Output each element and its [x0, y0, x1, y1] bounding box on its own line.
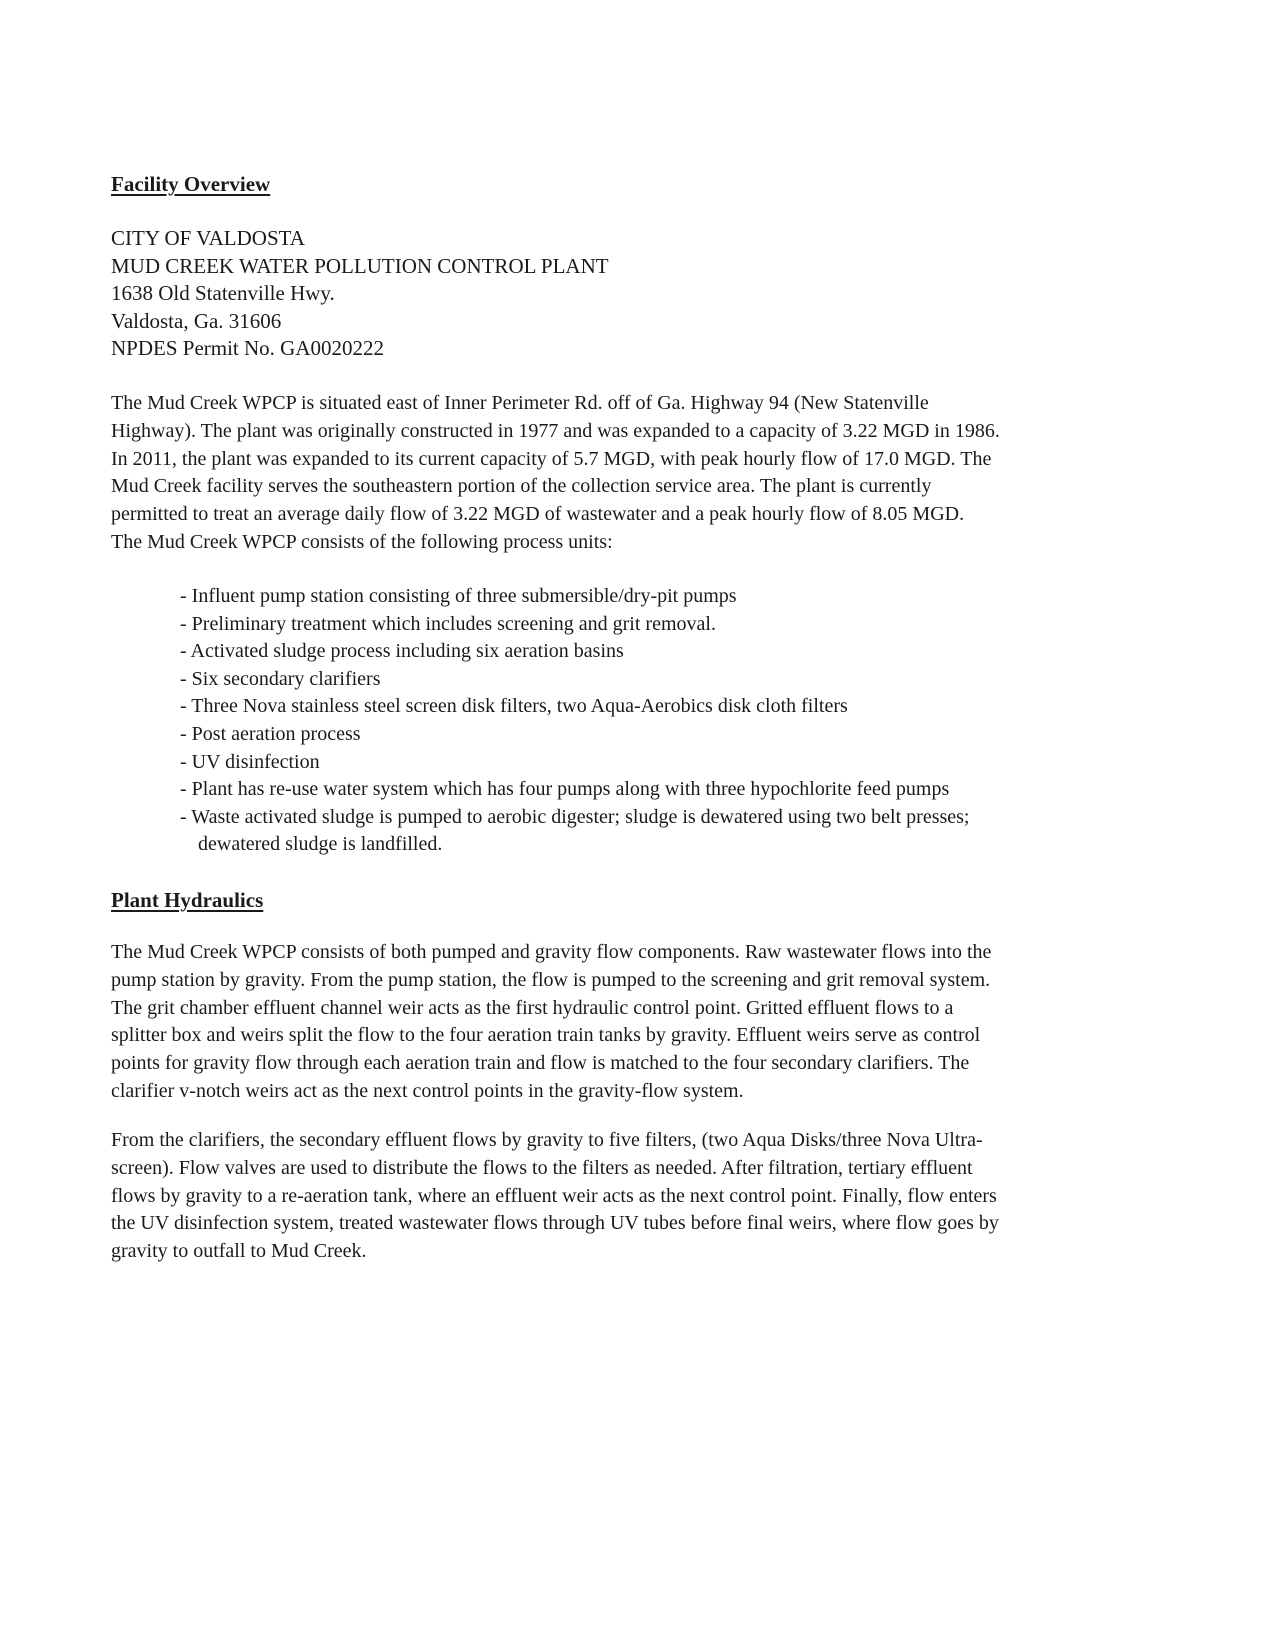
paragraph-line: The grit chamber effluent channel weir acts as the first hydraulic control point. Gritted effluent flows to a — [111, 996, 954, 1019]
paragraph-line: Highway). The plant was originally constructed in 1977 and was expanded to a capacity of 3.22 MGD in 1986. — [111, 419, 1000, 442]
paragraph-line: From the clarifiers, the secondary effluent flows by gravity to five filters, (two Aqua Disks/three Nova Ultra- — [111, 1129, 983, 1151]
list-item: - Post aeration process — [180, 722, 361, 745]
hydraulics-paragraph-2 — [111, 1127, 1161, 1266]
paragraph-line: The Mud Creek WPCP consists of the following process units: — [111, 530, 613, 553]
paragraph-line: Mud Creek facility serves the southeastern portion of the collection service area. The plant is currently — [111, 475, 932, 498]
address-line: 1638 Old Statenville Hwy. — [111, 281, 335, 305]
paragraph-line: clarifier v-notch weirs act as the next control points in the gravity-flow system. — [111, 1079, 744, 1102]
list-item: - Waste activated sludge is pumped to aerobic digester; sludge is dewatered using two belt presses; — [180, 805, 970, 828]
list-item-continuation: dewatered sludge is landfilled. — [198, 833, 443, 856]
paragraph-line: splitter box and weirs split the flow to the four aeration train tanks by gravity. Effluent weirs serve as control — [111, 1024, 981, 1047]
hydraulics-paragraph-1 — [111, 939, 1161, 1106]
list-item: - Plant has re-use water system which has four pumps along with three hypochlorite feed pumps — [180, 778, 950, 801]
paragraph-line: The Mud Creek WPCP consists of both pumped and gravity flow components. Raw wastewater flows into the — [111, 941, 992, 963]
paragraph-line: permitted to treat an average daily flow of 3.22 MGD of wastewater and a peak hourly flow of 8.05 MGD. — [111, 503, 965, 526]
paragraph-line: gravity to outfall to Mud Creek. — [111, 1240, 367, 1263]
paragraph-line: In 2011, the plant was expanded to its current capacity of 5.7 MGD, with peak hourly flow of 17.0 MGD. The — [111, 447, 992, 470]
list-item: - Three Nova stainless steel screen disk filters, two Aqua-Aerobics disk cloth filters — [180, 695, 848, 718]
address-line: Valdosta, Ga. 31606 — [111, 308, 282, 333]
list-item: - UV disinfection — [180, 750, 320, 773]
facility-address-block — [111, 225, 609, 363]
paragraph-line: the UV disinfection system, treated wastewater flows through UV tubes before final weirs, where flow goes by — [111, 1212, 999, 1235]
address-line: CITY OF VALDOSTA — [111, 226, 305, 250]
paragraph-line: flows by gravity to a re-aeration tank, where an effluent weir acts as the next control point. Finally, flow enters — [111, 1184, 997, 1207]
facility-description-paragraph — [111, 390, 1161, 557]
facility-overview-heading: Facility Overview — [111, 172, 271, 196]
paragraph-line: pump station by gravity. From the pump station, the flow is pumped to the screening and grit removal system. — [111, 968, 991, 991]
process-units-list — [180, 583, 969, 859]
list-item: - Preliminary treatment which includes screening and grit removal. — [180, 612, 716, 635]
plant-hydraulics-heading: Plant Hydraulics — [111, 888, 264, 912]
paragraph-line: screen). Flow valves are used to distribute the flows to the filters as needed. After filtration, tertiary effluent — [111, 1156, 973, 1179]
permit-number-line: NPDES Permit No. GA0020222 — [111, 336, 385, 360]
list-item: - Influent pump station consisting of three submersible/dry-pit pumps — [180, 585, 737, 607]
address-line: MUD CREEK WATER POLLUTION CONTROL PLANT — [111, 253, 609, 278]
list-item: - Six secondary clarifiers — [180, 667, 381, 690]
list-item: - Activated sludge process including six aeration basins — [180, 640, 624, 663]
paragraph-line: points for gravity flow through each aeration train and flow is matched to the four secondary clarifiers. The — [111, 1052, 970, 1075]
paragraph-line: The Mud Creek WPCP is situated east of Inner Perimeter Rd. off of Ga. Highway 94 (New Statenville — [111, 392, 929, 414]
